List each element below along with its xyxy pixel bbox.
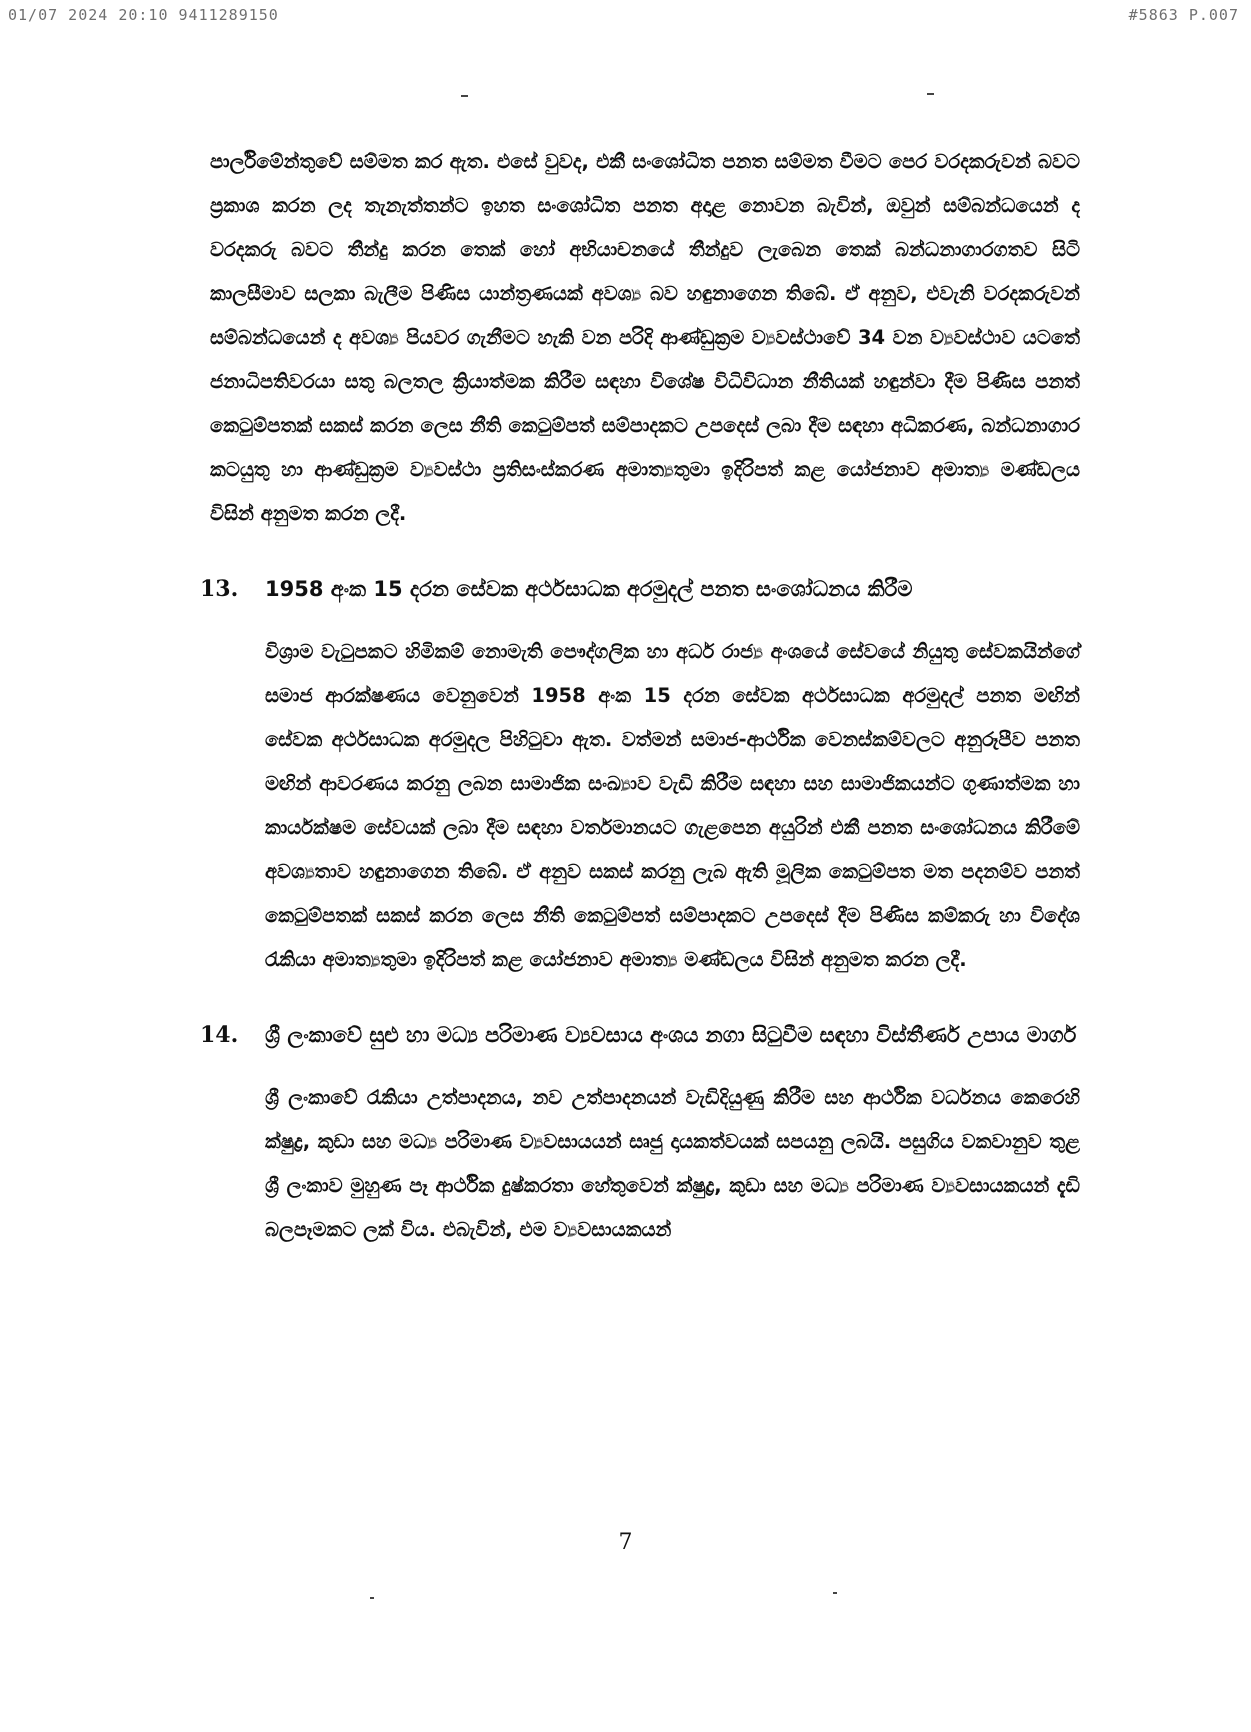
section-heading [200, 570, 1080, 610]
document-page [200, 140, 1080, 1252]
scan-mark [927, 93, 934, 95]
section-14 [200, 1016, 1080, 1252]
scan-mark [370, 1597, 374, 1599]
section-13 [200, 570, 1080, 982]
intro-paragraph: පාර්ලිමේන්තුවේ සම්මත කර ඇත. එසේ වුවද, එකී සංශෝධිත පනත සම්මත වීමට පෙර වරදකරුවන් බවට ප්‍රකාශ කරන ලද තැනැත්තන්ට ඉහත සංශෝධිත පනත අදාළ නොවන බැවින්, ඔවුන් සම්බන්ධයෙන් ද වරදකරු බවට තීන්දු කරන තෙක් හෝ අභියාචනයේ තීන්දුව ලැබෙන තෙක් බන්ධනාගාරගතව සිටි කාලසීමාව සලකා බැලීම පිණිස යාන්ත්‍රණයක් අවශ්‍ය බව හඳුනාගෙන තිබේ. ඒ අනුව, එවැනි වරදකරුවන් සම්බන්ධයෙන් ද අවශ්‍ය පියවර ගැනීමට හැකි වන පරිදි ආණ්ඩුක්‍රම ව්‍යවස්ථාවේ 34 වන ව්‍යවස්ථාව යටතේ ජනාධිපතිවරයා සතු බලතල ක්‍රියාත්මක කිරීම සඳහා විශේෂ විධිවිධාන නීතියක් හඳුන්වා දීම පිණිස පනත් කෙටුම්පතක් සකස් කරන ලෙස නීති කෙටුම්පත් සම්පාදකට උපදෙස් ලබා දීම සඳහා අධිකරණ, බන්ධනාගාර කටයුතු හා ආණ්ඩුක්‍රම ව්‍යවස්ථා ප්‍රතිසංස්කරණ අමාත්‍යතුමා ඉදිරිපත් කළ යෝජනාව අමාත්‍ය මණ්ඩලය විසින් අනුමත කරන ලදී. [210, 150, 1080, 525]
section-paragraph: විශ්‍රාම වැටුපකට හිමිකම් නොමැති පෞද්ගලික හා අර්ධ රාජ්‍ය අංශයේ සේවයේ නියුතු සේවකයින්ගේ සමාජ ආරක්ෂණය වෙනුවෙන් 1958 අංක 15 දරන සේවක අර්ථසාධක අරමුදල් පනත මඟින් සේවක අර්ථසාධක අරමුදල පිහිටුවා ඇත. වත්මන් සමාජ-ආර්ථික වෙනස්කම්වලට අනුරූපීව පනත මඟින් ආවරණය කරනු ලබන සාමාජික සංඛ්‍යාව වැඩි කිරීම සඳහා සහ සාමාජිකයන්ට ගුණාත්මක හා කාර්යක්ෂම සේවයක් ලබා දීම සඳහා වර්තමානයට ගැළපෙන අයුරින් එකී පනත සංශෝධනය කිරීමේ අවශ්‍යතාව හඳුනාගෙන තිබේ. ඒ අනුව සකස් කරනු ලැබ ඇති මූලික කෙටුම්පත මත පදනම්ව පනත් කෙටුම්පතක් සකස් කරන ලෙස නීති කෙටුම්පත් සම්පාදකට උපදෙස් දීම පිණිස කම්කරු හා විදේශ රැකියා අමාත්‍යතුමා ඉදිරිපත් කළ යෝජනාව අමාත්‍ය මණ්ඩලය විසින් අනුමත කරන ලදී. [265, 640, 1080, 971]
section-number: 13. [200, 576, 239, 602]
scan-mark [461, 95, 468, 97]
section-title: ශ්‍රී ලංකාවේ සුළු හා මධ්‍ය පරිමාණ ව්‍යවසාය අංශය නගා සිටුවීම සඳහා විස්තීර්ණ උපාය මාර්ග [265, 1023, 1077, 1047]
fax-transmission-info: 01/07 2024 20:10 9411289150 [8, 6, 279, 24]
fax-header [8, 6, 1243, 28]
page-number: 7 [618, 1530, 633, 1555]
section-heading [200, 1016, 1080, 1056]
fax-page-reference: #5863 P.007 [1128, 6, 1239, 24]
section-title: 1958 අංක 15 දරන සේවක අර්ථසාධක අරමුදල් පනත සංශෝධනය කිරීම [265, 577, 913, 601]
section-paragraph: ශ්‍රී ලංකාවේ රැකියා උත්පාදනය, නව උත්පාදනයන් වැඩිදියුණු කිරීම සහ ආර්ථික වර්ධනය කෙරෙහි ක්ෂුද්‍ර, කුඩා සහ මධ්‍ය පරිමාණ ව්‍යවසායයන් සෘජු දායකත්වයක් සපයනු ලබයි. පසුගිය වකවානුව තුළ ශ්‍රී ලංකාව මුහුණ පෑ ආර්ථික දුෂ්කරතා හේතුවෙන් ක්ෂුද්‍ර, කුඩා සහ මධ්‍ය පරිමාණ ව්‍යවසායකයන් දැඩි බලපෑමකට ලක් විය. එබැවින්, එම ව්‍යවසායකයන් [265, 1086, 1080, 1241]
section-number: 14. [200, 1022, 239, 1048]
scan-mark [833, 1592, 837, 1594]
